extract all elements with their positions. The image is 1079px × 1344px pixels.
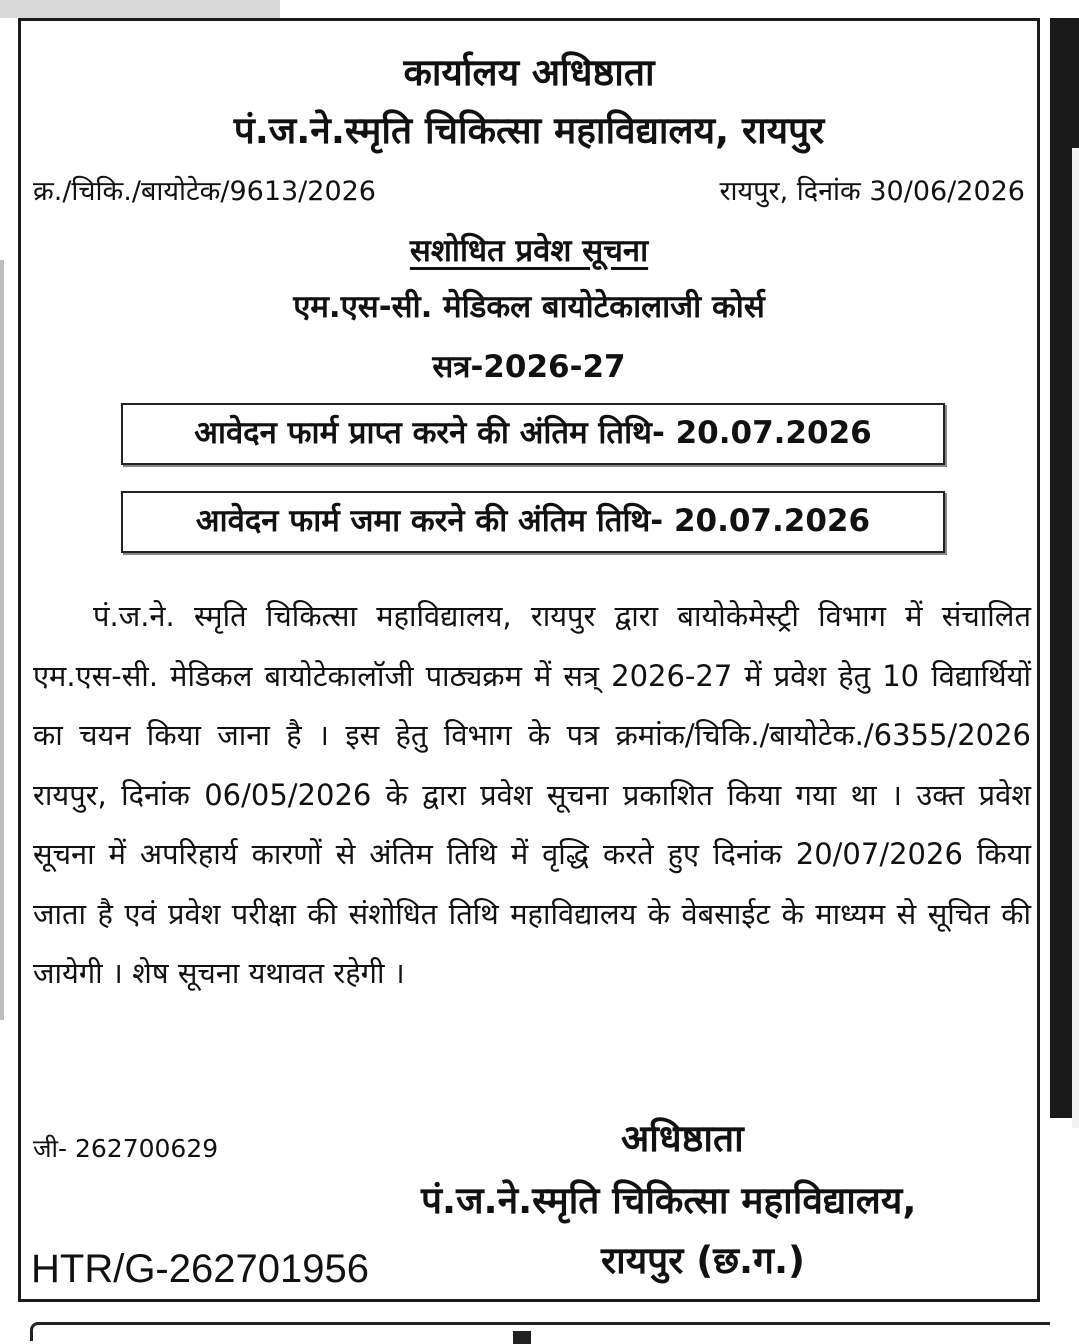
top-shade [0,0,280,18]
reference-row [33,171,1025,211]
college-heading: पं.ज.ने.स्मृति चिकित्सा महाविद्यालय, रायपुर [233,109,825,152]
notice-title [21,229,1037,271]
adjacent-column-edge [1050,18,1079,1118]
body-paragraph [33,587,1031,1004]
signatory-college: पं.ज.ने.स्मृति चिकित्सा महाविद्यालय, [421,1179,917,1222]
signatory-city: रायपुर (छ.ग.) [601,1239,805,1282]
htr-code: HTR/G-262701956 [31,1247,369,1291]
session: सत्र-2026-27 [432,349,626,385]
notice-title-text: सशोधित प्रवेश सूचना [409,233,649,269]
office-heading: कार्यालय अधिष्ठाता [403,51,655,94]
signatory-title: अधिष्ठाता [621,1117,744,1160]
next-notice-edge [30,1322,1050,1341]
notice-box [18,18,1040,1302]
deadline-submit-box: आवेदन फार्म जमा करने की अंतिम तिथि- 20.07.2026 [121,491,945,553]
deadline-receive-box: आवेदन फार्म प्राप्त करने की अंतिम तिथि- 20.07.2026 [121,403,945,465]
scan-edge [0,260,4,1020]
course-name: एम.एस-सी. मेडिकल बायोटेकालाजी कोर्स [293,289,765,325]
place-date: रायपुर, दिनांक 30/06/2026 [719,176,1025,207]
reference-number: क्र./चिकि./बायोटेक/9613/2026 [33,176,376,207]
body-text: पं.ज.ने. स्मृति चिकित्सा महाविद्यालय, रायपुर द्वारा बायोकेमेस्ट्री विभाग में संचालित एम.एस-सी. मेडिकल बायोटेकालॉजी पाठ्यक्रम में सत्र् 2026-27 में प्रवेश हेतु 10 विद्यार्थियों का चयन किया जाना है । इस हेतु विभाग के पत्र क्रमांक/चिकि./बायोटेक./6355/2026 रायपुर, दिनांक 06/05/2026 के द्वारा प्रवेश सूचना प्रकाशित किया गया था । उक्त प्रवेश सूचना में अपरिहार्य कारणों से अंतिम तिथि में वृद्धि करते हुए दिनांक 20/07/2026 किया जाता है एवं प्रवेश परीक्षा की संशोधित तिथि महाविद्यालय के वेबसाईट के माध्यम से सूचित की जायेगी । शेष सूचना यथावत रहेगी । [33,599,1031,990]
g-number: जी- 262700629 [33,1134,219,1163]
